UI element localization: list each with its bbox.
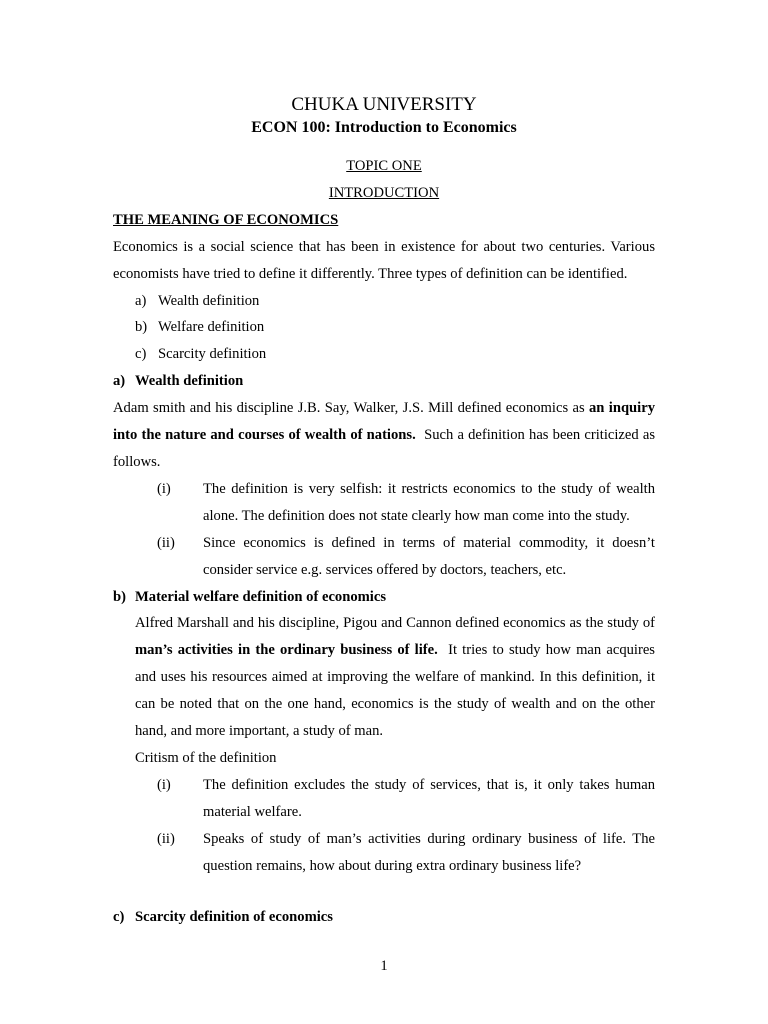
definition-quote: an inquiry into the nature and courses of wealth of nations. [113,400,656,444]
list-item-text: Wealth definition [158,292,260,309]
section-marker: b) [113,588,126,605]
section-heading: INTRODUCTION [328,184,440,201]
roman-marker: (ii) [157,534,175,551]
definition-types-list [113,288,655,369]
document-body [113,153,659,931]
section-marker: c) [113,909,125,926]
definition-quote: man’s activities in the ordinary business of life. [135,642,438,659]
list-marker: b) [135,319,148,336]
list-item [113,341,655,368]
section-heading-text: Material welfare definition of economics [135,588,387,605]
topic-heading: TOPIC ONE [346,158,422,174]
paragraph-text: Adam smith and his discipline J.B. Say, Walker, J.S. Mill defined economics as [113,400,589,417]
criticism-text: The definition excludes the study of services, that is, it only takes human material welfare. [203,776,655,820]
roman-marker: (i) [157,480,171,497]
list-item [113,288,655,315]
paragraph-text: Such a definition has been criticized as follows. [113,427,659,470]
criticism-text: Since economics is defined in terms of material commodity, it doesn’t consider service e.g. services offered by doctors, teachers, etc. [203,534,655,578]
roman-marker: (i) [157,776,171,793]
welfare-heading [113,584,655,611]
list-marker: a) [135,292,147,309]
blank-line [113,879,655,904]
list-item-text: Scarcity definition [158,346,267,363]
paragraph-text: Alfred Marshall and his discipline, Pigou and Cannon defined economics as the study of [135,615,655,632]
section-marker: a) [113,373,126,390]
list-item-text: Welfare definition [158,319,265,336]
criticism-text: The definition is very selfish: it restricts economics to the study of wealth alone. The definition does not state clearly how man come into the study. [203,480,655,524]
welfare-criticism-item [113,772,655,826]
criticism-text: Speaks of study of man’s activities during ordinary business of life. The question remains, how about during extra ordinary business life? [203,830,655,874]
meaning-heading: THE MEANING OF ECONOMICS [113,211,339,228]
scarcity-heading [113,904,655,931]
list-item [113,314,655,341]
critism-label: Critism of the definition [135,749,277,766]
welfare-paragraph [113,610,659,745]
course-title: ECON 100: Introduction to Economics [251,119,517,136]
page-number: 1 [380,958,388,974]
section-heading-text: Wealth definition [135,373,244,390]
paragraph-text: It tries to study how man acquires and uses his resources aimed at improving the welfare of mankind. In this definition, it can be noted that on the one hand, economics is the study of wealth and on the other hand, and more important, a study of man. [135,642,659,740]
wealth-criticism-item [113,476,655,530]
list-marker: c) [135,346,147,363]
wealth-paragraph [113,395,659,476]
university-title: CHUKA UNIVERSITY [291,94,477,115]
wealth-heading [113,368,655,395]
wealth-criticism-item [113,530,655,584]
intro-paragraph: Economics is a social science that has been in existence for about two centuries. Various economists have tried to define it differently. Three types of definition can be identified. [113,238,655,282]
section-heading-text: Scarcity definition of economics [135,909,333,926]
welfare-criticism-item [113,826,655,880]
roman-marker: (ii) [157,830,175,847]
